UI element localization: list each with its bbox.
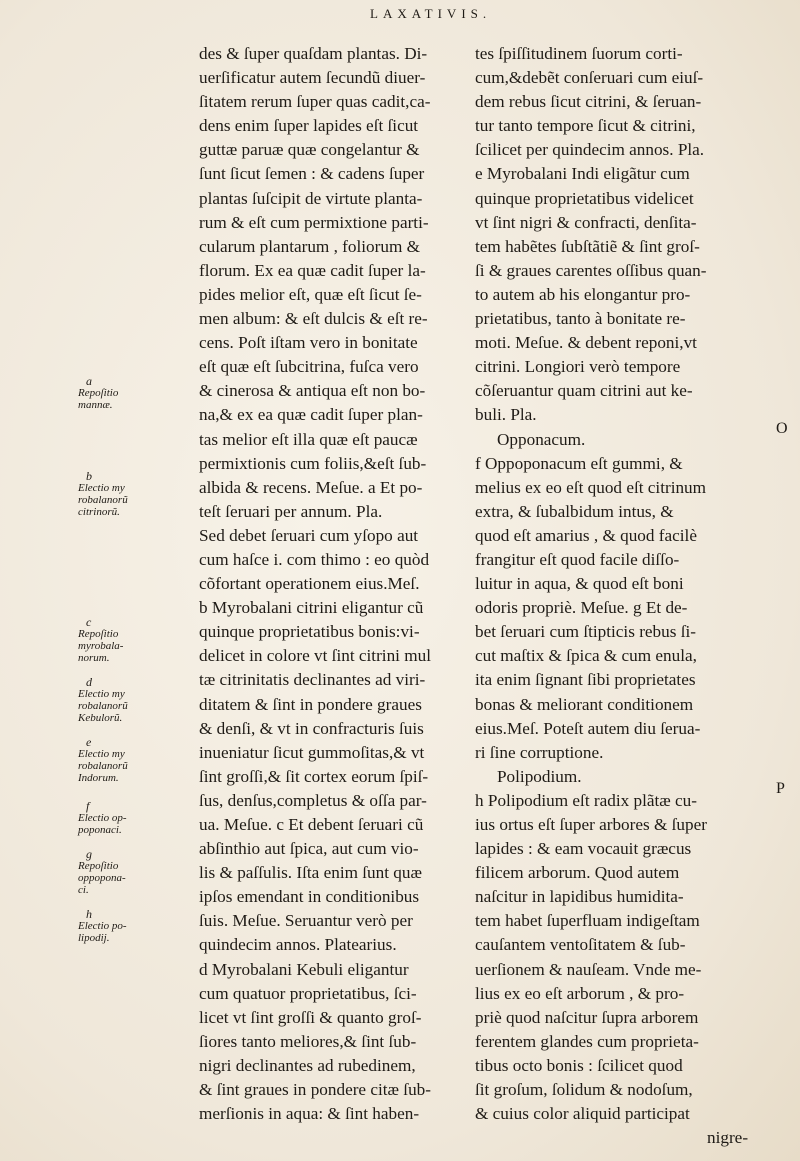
text-line: tur tanto tempore ſicut & citrini,	[475, 116, 696, 136]
text-line: ua. Meſue. c Et debent ſeruari cũ	[199, 815, 424, 834]
text-line: filicem arborum. Quod autem	[475, 863, 680, 883]
text-line: lapides : & eam vocauit græcus	[475, 839, 692, 859]
text-line: ipſos emendant in conditionibus	[199, 887, 420, 907]
text-line: melius ex eo eſt quod eſt citrinum	[475, 477, 707, 497]
note-line: norum.	[78, 652, 110, 664]
text-line: to autem ab his elongantur pro-	[475, 284, 691, 304]
text-line: guttæ paruæ quæ congelantur &	[199, 140, 420, 160]
text-line: abſinthio aut ſpica, aut cum vio-	[199, 839, 419, 859]
text-line: ſit groſum, ſolidum & nodoſum,	[475, 1080, 693, 1100]
section-heading: Polipodium.	[497, 766, 582, 786]
note-line: mannæ.	[78, 399, 113, 411]
text-line: quod eſt amarius , & quod facilè	[475, 525, 697, 545]
text-line: uerſionem & nauſeam. Vnde me-	[475, 959, 702, 979]
text-line: b Myrobalani citrini eligantur cũ	[199, 598, 424, 618]
text-line: tes ſpiſſitudinem ſuorum corti-	[475, 44, 683, 63]
text-line: & ſint graues in pondere citæ ſub-	[199, 1080, 431, 1100]
text-line: dem rebus ſicut citrini, & ſeruan-	[475, 92, 702, 112]
text-line: merſionis in aqua: & ſint haben-	[199, 1104, 420, 1124]
note-line: lipodij.	[78, 932, 110, 944]
note-line: Electio my	[78, 688, 125, 700]
text-line: ſunt ſicut ſemen : & cadens ſuper	[199, 164, 425, 184]
text-line: h Polipodium eſt radix plãtæ cu-	[475, 790, 697, 810]
text-line: naſcitur in lapidibus humidita-	[475, 887, 684, 907]
note-line: Electio my	[78, 482, 125, 494]
page-header	[0, 6, 800, 32]
text-line: ſitatem rerum ſuper quas cadit,ca-	[199, 92, 431, 112]
text-line: ſus, denſus,completus & oſſa par-	[199, 790, 427, 810]
text-line: & cinerosa & antiqua eſt non bo-	[199, 381, 426, 401]
note-line: robalanorũ	[78, 760, 128, 772]
left-text-column	[199, 42, 464, 1126]
margin-note-b	[78, 470, 128, 518]
text-line: licet vt ſint groſſi & quanto groſ-	[199, 1007, 422, 1027]
margin-note-h	[78, 908, 127, 944]
text-line: inueniatur ſicut gummoſitas,& vt	[199, 742, 425, 762]
text-line: dens enim ſuper lapides eſt ſicut	[199, 116, 419, 136]
text-line: ſuis. Meſue. Seruantur verò per	[199, 911, 413, 931]
text-line: ſcilicet per quindecim annos. Pla.	[475, 140, 705, 160]
text-line: vt ſint nigri & confracti, denſita-	[475, 212, 697, 232]
text-line: eſt quæ eſt ſubcitrina, fuſca vero	[199, 357, 419, 377]
note-mark: f	[86, 799, 90, 813]
note-mark: g	[86, 847, 92, 861]
note-mark: d	[86, 675, 92, 689]
right-text-column	[475, 42, 765, 1150]
note-line: Kebulorũ.	[78, 712, 123, 724]
catchword: nigre-	[707, 1128, 749, 1148]
section-heading: Opponacum.	[497, 429, 586, 449]
text-line: permixtionis cum foliis,&eſt ſub-	[199, 453, 427, 473]
right-margin-mark: O	[776, 420, 788, 437]
text-line: cut maſtix & ſpica & cum enula,	[475, 646, 697, 666]
text-line: cum haſce i. com thimo : eo quòd	[199, 549, 430, 569]
text-line: e Myrobalani Indi eligãtur cum	[475, 164, 690, 184]
text-line: teſt ſeruari per annum. Pla.	[199, 501, 383, 521]
text-line: uerſificatur autem ſecundũ diuer-	[199, 68, 426, 88]
text-line: plantas ſuſcipit de virtute planta-	[199, 188, 423, 208]
text-line: cauſantem ventoſitatem & ſub-	[475, 935, 686, 955]
margin-note-g	[78, 848, 126, 896]
note-line: Repoſitio	[78, 860, 119, 872]
text-line: tas melior eſt illa quæ eſt paucæ	[199, 429, 418, 449]
margin-note-a	[78, 375, 118, 411]
margin-note-d	[78, 676, 128, 724]
text-line: priè quod naſcitur ſupra arborem	[475, 1007, 699, 1027]
text-line: ditatem & ſint in pondere graues	[199, 694, 422, 714]
note-mark: c	[86, 615, 92, 629]
text-line: tibus octo bonis : ſcilicet quod	[475, 1055, 683, 1075]
text-line: frangitur eſt quod facile diſſo-	[475, 549, 680, 569]
note-line: Indorum.	[78, 772, 119, 784]
text-line: ita enim ſignant ſibi proprietates	[475, 670, 696, 690]
text-line: ius ortus eſt ſuper arbores & ſuper	[475, 815, 707, 834]
text-line: cum quatuor proprietatibus, ſci-	[199, 983, 417, 1003]
margin-note-e	[78, 736, 128, 784]
note-line: robalanorũ	[78, 494, 128, 506]
text-line: Sed debet ſeruari cum yſopo aut	[199, 525, 419, 545]
note-mark: a	[86, 374, 92, 388]
margin-note-c	[78, 616, 123, 664]
running-head: LAXATIVIS.	[370, 6, 492, 21]
text-line: d Myrobalani Kebuli eligantur	[199, 959, 409, 979]
text-line: nigri declinantes ad rubedinem,	[199, 1055, 416, 1075]
note-line: ci.	[78, 884, 89, 896]
note-line: Repoſitio	[78, 628, 119, 640]
note-line: Repoſitio	[78, 387, 119, 399]
text-line: albida & recens. Meſue. a Et po-	[199, 477, 423, 497]
note-line: poponaci.	[78, 824, 122, 836]
text-line: lis & paſſulis. Iſta enim ſunt quæ	[199, 863, 422, 883]
note-line: Electio my	[78, 748, 125, 760]
text-line: extra, & ſubalbidum intus, &	[475, 501, 674, 521]
text-line: pides melior eſt, quæ eſt ſicut ſe-	[199, 284, 422, 304]
text-line: ſint groſſi,& ſit cortex eorum ſpiſ-	[199, 766, 429, 786]
text-line: buli. Pla.	[475, 405, 537, 425]
text-line: quinque proprietatibus videlicet	[475, 188, 694, 208]
text-line: cularum plantarum , foliorum &	[199, 236, 420, 256]
text-line: tem habẽtes ſubſtãtiẽ & ſint groſ-	[475, 236, 700, 256]
text-line: rum & eſt cum permixtione parti-	[199, 212, 429, 232]
text-line: odoris propriè. Meſue. g Et de-	[475, 598, 688, 618]
note-line: myrobala-	[78, 640, 124, 652]
text-line: lius ex eo eſt arborum , & pro-	[475, 983, 685, 1003]
note-line: Electio op-	[78, 812, 127, 824]
text-line: ſiores tanto meliores,& ſint ſub-	[199, 1031, 417, 1051]
note-mark: e	[86, 735, 92, 749]
text-line: tæ citrinitatis declinantes ad viri-	[199, 670, 426, 690]
text-line: delicet in colore vt ſint citrini mul	[199, 646, 431, 666]
note-line: oppopona-	[78, 872, 126, 884]
right-margin-mark: P	[776, 780, 785, 797]
note-mark: h	[86, 907, 92, 921]
margin-note-f	[78, 800, 127, 836]
text-line: cõfortant operationem eius.Meſ.	[199, 574, 420, 594]
text-line: florum. Ex ea quæ cadit ſuper la-	[199, 260, 426, 280]
text-line: cens. Poſt iſtam vero in bonitate	[199, 333, 418, 353]
text-line: moti. Meſue. & debent reponi,vt	[475, 333, 697, 353]
text-line: luitur in aqua, & quod eſt boni	[475, 574, 684, 594]
text-line: tem habet ſuperfluam indigeſtam	[475, 911, 700, 931]
text-line: ferentem glandes cum proprieta-	[475, 1031, 699, 1051]
text-line: cõſeruantur quam citrini aut ke-	[475, 381, 693, 401]
text-line: & cuius color aliquid participat	[475, 1104, 690, 1124]
text-line: f Oppoponacum eſt gummi, &	[475, 453, 683, 473]
text-line: bet ſeruari cum ſtipticis rebus ſi-	[475, 622, 696, 642]
text-line: ſi & graues carentes oſſibus quan-	[475, 260, 707, 280]
note-line: Electio po-	[78, 920, 127, 932]
note-line: citrinorũ.	[78, 506, 120, 518]
text-line: quindecim annos. Platearius.	[199, 935, 397, 955]
text-line: men album: & eſt dulcis & eſt re-	[199, 309, 428, 329]
text-line: des & ſuper quaſdam plantas. Di-	[199, 44, 428, 63]
text-line: citrini. Longiori verò tempore	[475, 357, 681, 377]
note-line: robalanorũ	[78, 700, 128, 712]
text-line: cum,&debẽt conſeruari cum eiuſ-	[475, 68, 704, 88]
text-line: & denſi, & vt in confracturis ſuis	[199, 718, 424, 738]
text-line: ri ſine corruptione.	[475, 742, 604, 762]
text-line: quinque proprietatibus bonis:vi-	[199, 622, 420, 642]
text-line: na,& ex ea quæ cadit ſuper plan-	[199, 405, 423, 425]
text-line: prietatibus, tanto à bonitate re-	[475, 309, 686, 329]
note-mark: b	[86, 469, 92, 483]
text-line: eius.Meſ. Poteſt autem diu ſerua-	[475, 718, 701, 738]
text-line: bonas & meliorant conditionem	[475, 694, 694, 714]
